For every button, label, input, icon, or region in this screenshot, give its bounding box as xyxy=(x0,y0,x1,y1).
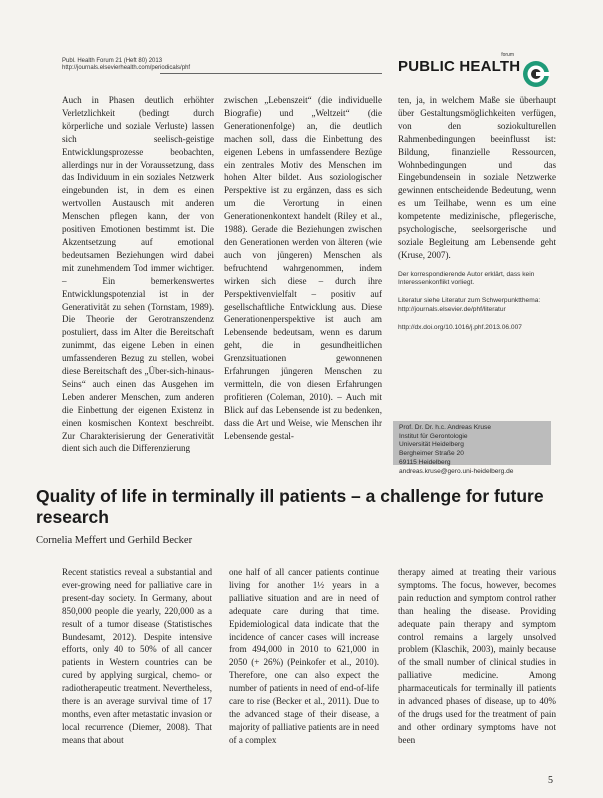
article-column-3-text: therapy aimed at treating their various symptoms. The focus, however, becomes pain reduction and symptom control rather than healing the disease. Providing adequate pain therapy and symptom control remains a largely unsolved problem (Klaschik, 2003), mainly because of the small number of clinical studies in palliative medicine. Among pharmaceuticals for terminally ill patients in advanced phases of disease, up to 40% of the drugs used for the treatment of pain and other ordinary symptoms have not been xyxy=(398,567,556,745)
literature-note: Literatur siehe Literatur zum Schwerpunktthema: xyxy=(398,296,541,304)
page-number: 5 xyxy=(548,775,553,786)
brand-small-label: forum xyxy=(501,52,514,58)
article-title: Quality of life in terminally ill patients – a challenge for future research xyxy=(36,486,544,527)
top-column-3-text: ten, ja, in welchem Maße sie überhaupt über Gestaltungsmöglichkeiten verfügen, von den soziokulturellen Rahmenbedingungen beeinflusst ist: Bildung, finanzielle Ressourcen, Wohnbedingungen und das Eingebundensein in soziale Netzwerke gewinnen entscheidende Bedeutung, wenn es um Teilhabe, wenn es um eine kompetente medizinische, pflegerische, psychologische, seelsorgerische und soziale Begleitung am Lebensende geht (Kruse, 2007). xyxy=(398,95,556,260)
top-column-2-text: zwischen „Lebenszeit“ (die individuelle Biografie) und „Weltzeit“ (die Generationenfolge) an, die deutlich machen soll, dass die Einbettung des eigenen Lebens in umfassendere Bezüge ein zentrales Motiv des Menschen im hohen Alter bildet. Aus soziologischer Perspektive ist zu ergänzen, dass es sich um die Verortung in einen Generationenkontext handelt (Riley et al., 1988). Gerade die Beziehungen zwischen den Generationen werden von älteren (wie auch von jüngeren) Menschen als befruchtend wahrgenommen, indem wirken sich diese – durch ihre Perspektivenvielfalt – positiv auf gesellschaftliche Entwicklung aus. Diese Generationenperspektive ist auch am Lebensende bedeutsam, wenn es darum geht, die in gesundheitlichen Grenzsituationen gewonnenen Erfahrungen jüngeren Menschen zu vermitteln, die von diesen Erfahrungen profitieren (Coleman, 2010). – Auch mit Blick auf das Lebensende ist zu bedenken, dass die Art und Weise, wie Menschen ihr Lebensende gestal- xyxy=(224,95,382,441)
address-line: Prof. Dr. Dr. h.c. Andreas Kruse xyxy=(399,424,491,431)
address-line: 69115 Heidelberg xyxy=(399,458,451,466)
article-column-1 xyxy=(62,566,212,748)
top-column-3 xyxy=(398,94,556,333)
journal-meta xyxy=(62,58,190,72)
article-column-3 xyxy=(398,566,556,748)
author-email[interactable]: andreas.kruse@gero.uni-heidelberg.de xyxy=(399,467,514,475)
journal-brand xyxy=(398,52,550,92)
brand-name: PUBLIC HEALTH xyxy=(398,58,521,75)
journal-meta-line1: Publ. Health Forum 21 (Heft 80) 2013 xyxy=(62,58,163,64)
article-column-2 xyxy=(229,566,379,748)
article-column-1-text: Recent statistics reveal a substantial and ever-growing need for palliative care in present-day society. In Germany, about 850,000 people die yearly, 220,000 as a result of a tumor disease (Statistisches Bundesamt, 2012). Despite intensive efforts, only 40 to 50% of all cancer patients in Western countries can be cured by applying surgical, chemo- or radiotherapeutic treatment. Nevertheless, there is an average survival time of 17 months, even after metastatic invasion or local recurrence (Diemer, 2008). That means that about xyxy=(62,567,212,745)
journal-meta-line2: http://journals.elsevierhealth.com/periodicals/phf xyxy=(62,65,191,71)
address-line: Institut für Gerontologie xyxy=(399,432,468,440)
top-column-2 xyxy=(224,94,382,443)
address-line: Universität Heidelberg xyxy=(399,441,464,449)
literature-link[interactable]: http://journals.elsevier.de/phf/literatur xyxy=(398,306,506,314)
article-column-2-text: one half of all cancer patients continue living for another 1½ years in a palliative situation and are in need of adequate care during that time. Epidemiological data indicate that the incidence of cancer cases will increase from 494,000 in 2010 to 621,000 in 2050 (+ 26%) (Peinkofer et al., 2010). Therefore, one can also expect the number of patients in need of end-of-life care to rise (Becker et al., 2011). Due to the advanced stage of their disease, a majority of palliative patients are in need of a complex xyxy=(229,567,379,745)
doi-link[interactable]: http://dx.doi.org/10.1016/j.phf.2013.06.007 xyxy=(398,323,522,331)
top-column-1 xyxy=(62,94,214,456)
conflict-note: Der korrespondierende Autor erklärt, dass kein Interessenkonflikt vorliegt. xyxy=(398,270,535,287)
top-column-1-text: Auch in Phasen deutlich erhöhter Verletzlichkeit (bedingt durch körperliche und soziale Verluste) lassen sich seelisch-geistige Entwicklungsprozesse beobachten, allerdings nur in der Voraussetzung, dass das Individuum in ein soziales Netzwerk eingebunden ist, in dem es einen wertvollen Austausch mit anderen Menschen pflegen kann, der von positiven Emotionen bestimmt ist. Die Akzentsetzung auf emotional bedeutsamen Beziehungen wird dabei mit zunehmendem Tod immer wichtiger. – Ein bemerkenswertes Entwicklungspotenzial ist in der Generativität zu sehen (Tornstam, 1989). Die Theorie der Gerotranszendenz postuliert, dass im Alter die Bereitschaft zunimmt, das eigene Leben in einen umfassenderen Bezug zu stellen, wobei diese Bereitschaft des „Über-sich-hinaus-Seins“ auch einen das Ausgehen im Leben anderer Menschen, zum anderen die Einbettung der eigenen Existenz in einen kosmischen Kontext beschreibt. Zur Charakterisierung der Generativität dient sich auch die Differenzierung xyxy=(62,95,214,454)
header-rule xyxy=(160,73,382,74)
journal-logo-icon xyxy=(522,60,550,88)
article-authors: Cornelia Meffert und Gerhild Becker xyxy=(36,535,193,546)
address-line: Bergheimer Straße 20 xyxy=(399,450,464,458)
author-address-box xyxy=(393,421,551,475)
